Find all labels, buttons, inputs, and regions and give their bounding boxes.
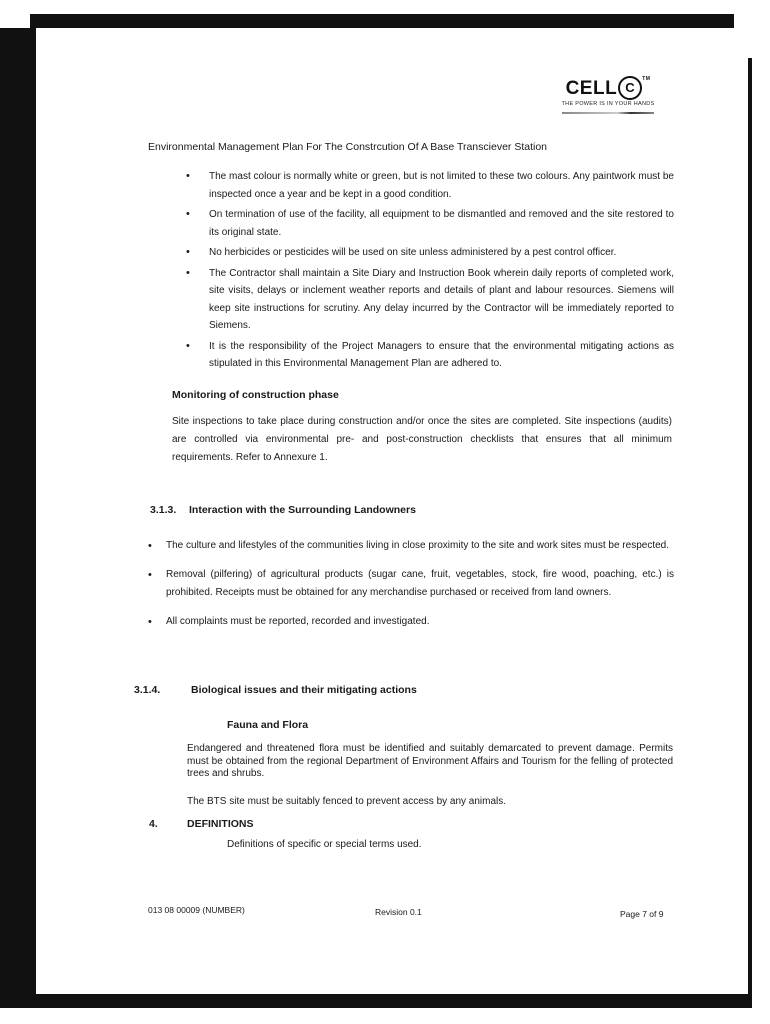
logo-symbol: C xyxy=(618,76,642,100)
section-313-heading: Interaction with the Surrounding Landowners xyxy=(189,504,416,516)
list-item: • The mast colour is normally white or green, but is not limited to these two colours. Any paintwork must be inspected once a year and be kept in a good condition. xyxy=(186,168,674,203)
list-item: • The culture and lifestyles of the communities living in close proximity to the site and work sites must be respected. xyxy=(148,537,674,555)
list-item: • The Contractor shall maintain a Site Diary and Instruction Book wherein daily reports of completed work, site visits, delays or inclement weather reports and details of plant and labour resources. Siemens will keep site instructions for scrutiny. Any delay incurred by the Contractor will be immediately reported to Siemens. xyxy=(186,265,674,335)
logo-tagline: THE POWER IS IN YOUR HANDS xyxy=(561,101,655,107)
scan-edge-left xyxy=(0,28,36,1008)
scan-edge-top xyxy=(0,0,770,28)
list-item: • Removal (pilfering) of agricultural products (sugar cane, fruit, vegetables, stock, fire wood, poaching, etc.) is prohibited. Receipts must be obtained for any merchandise purchased or received from land owners. xyxy=(148,566,674,602)
definitions-body: Definitions of specific or special terms used. xyxy=(227,839,422,850)
footer-revision: Revision 0.1 xyxy=(375,907,422,917)
footer-page-number: Page 7 of 9 xyxy=(620,909,664,919)
logo-underline xyxy=(562,112,654,114)
monitoring-body: Site inspections to take place during construction and/or once the sites are completed. Site inspections (audits) are controlled via environmental pre- and post-construction checklists that ensures that all minimum requirements. Refer to Annexure 1. xyxy=(172,416,672,463)
cell-c-logo xyxy=(558,76,658,114)
fauna-flora-para: Endangered and threatened flora must be identified and suitably demarcated to prevent damage. Permits must be obtained from the regional Department of Environment Affairs and Tourism for the felling of protected trees and shrubs. xyxy=(187,743,673,779)
list-item: • It is the responsibility of the Project Managers to ensure that the environmental mitigating actions as stipulated in this Environmental Management Plan are adhered to. xyxy=(186,338,674,373)
section-4-number: 4. xyxy=(149,818,158,830)
logo-text: CELL xyxy=(565,78,618,99)
list-item: • No herbicides or pesticides will be used on site unless administered by a pest control officer. xyxy=(186,244,674,262)
fauna-flora-subheading: Fauna and Flora xyxy=(227,719,309,731)
definitions-heading: DEFINITIONS xyxy=(187,818,254,830)
section-313-number: 3.1.3. xyxy=(150,504,177,516)
fencing-para: The BTS site must be suitably fenced to prevent access by any animals. xyxy=(187,796,507,807)
construction-bullets xyxy=(186,168,674,376)
landowner-bullets xyxy=(148,537,674,642)
list-item: • On termination of use of the facility, all equipment to be dismantled and removed and the site restored to its original state. xyxy=(186,206,674,241)
scan-edge-right xyxy=(748,58,752,1008)
section-314-number: 3.1.4. xyxy=(134,684,161,696)
footer-doc-number: 013 08 00009 (NUMBER) xyxy=(148,905,245,915)
monitoring-heading: Monitoring of construction phase xyxy=(172,389,339,401)
logo-tm: TM xyxy=(642,76,651,82)
scan-edge-bottom xyxy=(36,994,748,1008)
section-314-heading: Biological issues and their mitigating actions xyxy=(191,684,417,696)
list-item: • All complaints must be reported, recorded and investigated. xyxy=(148,613,674,631)
document-title: Environmental Management Plan For The Constrcution Of A Base Transciever Station xyxy=(148,141,548,153)
